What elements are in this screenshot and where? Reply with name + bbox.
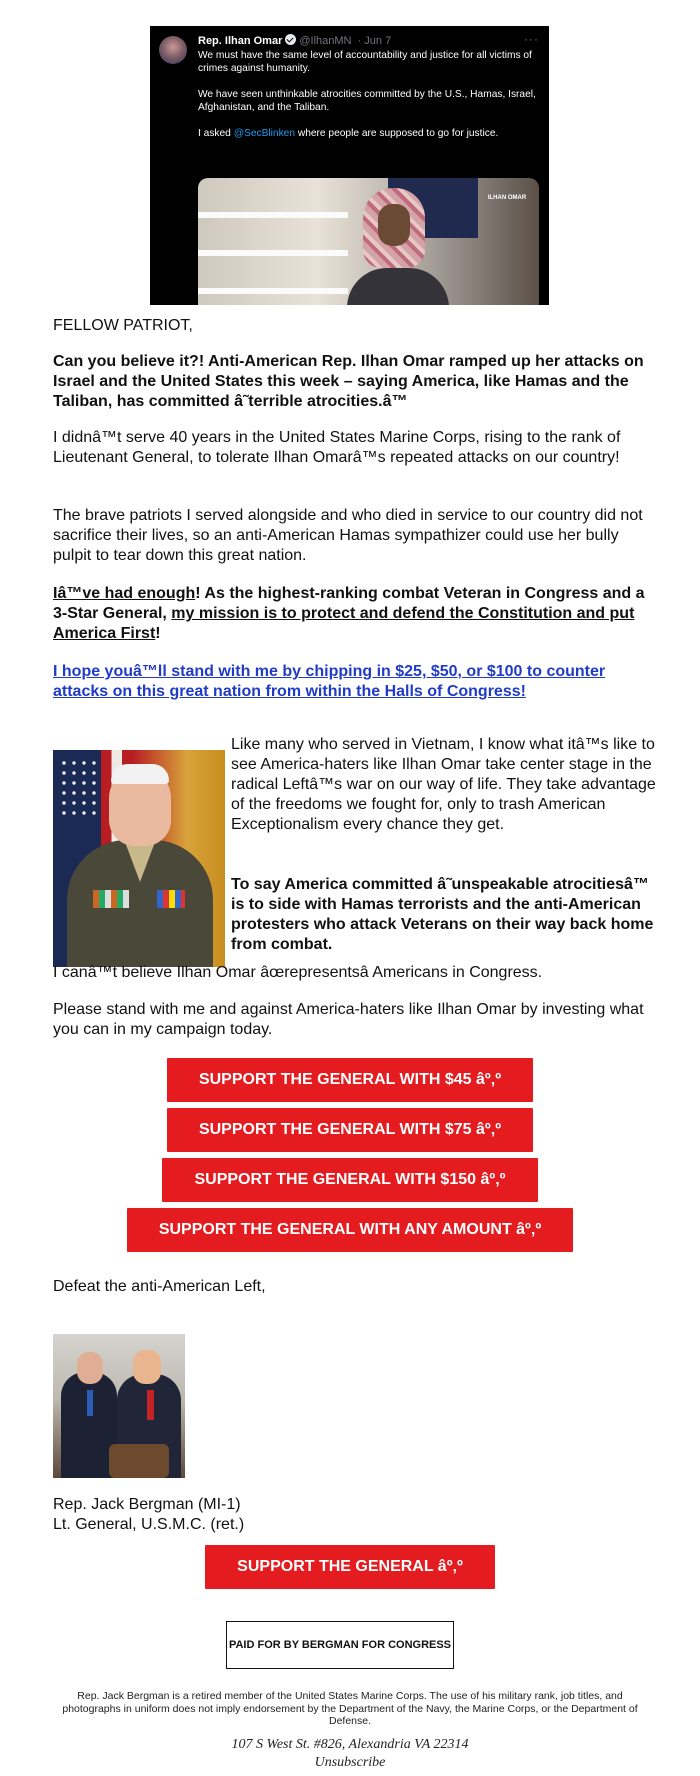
general-portrait	[53, 750, 225, 967]
greeting: FELLOW PATRIOT,	[53, 317, 193, 334]
tweet-handle: @IlhanMN	[299, 35, 352, 47]
shelf	[198, 250, 348, 256]
paragraph-4-text-b: ! As the highest-ranking combat Veteran in Congress and a 3-Star General,	[53, 585, 645, 622]
paragraph-9: Please stand with me and against America-haters like Ilhan Omar by investing what you can in my campaign today.	[53, 1001, 644, 1038]
signature-name: Rep. Jack Bergman (MI-1)	[53, 1496, 241, 1513]
tweet-line-2: We have seen unthinkable atrocities committed by the U.S., Hamas, Israel, Afghanistan, and the Taliban.	[198, 89, 536, 113]
paragraph-4-underlined-c: my mission is to protect and defend the Constitution and put America First	[53, 605, 635, 642]
paragraph-7: To say America committed â˜unspeakable atrocitiesâ™ is to side with Hamas terrorists and the anti-American protesters who attack Veterans on their way back home from combat.	[231, 876, 654, 953]
tweet-line-1: We must have the same level of accountability and justice for all victims of crimes against humanity.	[198, 50, 532, 74]
speaker-face	[378, 204, 410, 246]
tie	[87, 1390, 93, 1416]
medals	[93, 890, 129, 908]
support-any-amount-button[interactable]: SUPPORT THE GENERAL WITH ANY AMOUNT âº‚º	[127, 1208, 573, 1252]
paragraph-4-underlined-a: Iâ™ve had enough	[53, 585, 196, 602]
person-1-head	[77, 1352, 103, 1384]
flag-stars	[59, 758, 99, 818]
unsubscribe-link[interactable]: Unsubscribe	[314, 1755, 386, 1770]
paragraph-4-text-d: !	[155, 625, 161, 642]
more-options-icon: ···	[524, 32, 539, 46]
hair	[111, 764, 169, 784]
shelf	[198, 212, 348, 218]
paragraph-4	[53, 584, 658, 644]
support-75-button[interactable]: SUPPORT THE GENERAL WITH $75 âº‚º	[167, 1108, 533, 1152]
signature-title: Lt. General, U.S.M.C. (ret.)	[53, 1516, 245, 1533]
tweet-text	[198, 49, 538, 153]
tweet-line-3-post: where people are supposed to go for justice.	[295, 128, 499, 139]
tie	[147, 1390, 154, 1420]
tweet-line-3-pre: I asked	[198, 128, 234, 139]
paragraph-3: The brave patriots I served alongside and who died in service to our country did not sacrifice their lives, so an anti-American Hamas sympathizer could use her bully pulpit to tear down this great nation.	[53, 507, 643, 564]
tweet-header	[198, 34, 391, 47]
mailing-address: 107 S West St. #826, Alexandria VA 22314	[231, 1737, 469, 1752]
person-2-head	[133, 1350, 161, 1384]
paragraph-6: Like many who served in Vietnam, I know what itâ™s like to see America-haters like Ilhan Omar take center stage in the radical Leftâ™s war on our way of life. They take advantage of the freedoms we fought for, only to trash American Exceptionalism every chance they get.	[231, 736, 656, 833]
speaker-figure	[353, 188, 443, 305]
signoff: Defeat the anti-American Left,	[53, 1278, 266, 1295]
tweet-screenshot[interactable]	[150, 26, 549, 305]
paid-for-box: PAID FOR BY BERGMAN FOR CONGRESS	[226, 1621, 454, 1669]
bergman-trump-photo	[53, 1334, 185, 1478]
tweet-date: · Jun 7	[357, 35, 392, 47]
shelf	[198, 288, 348, 294]
donate-link[interactable]: I hope youâ™ll stand with me by chipping in $25, $50, or $100 to counter attacks on this great nation from within the Halls of Congress!	[53, 663, 606, 700]
tweet-avatar	[159, 36, 187, 64]
video-logo: ILHAN OMAR	[487, 195, 527, 201]
disclaimer: Rep. Jack Bergman is a retired member of the United States Marine Corps. The use of his military rank, job titles, and photographs in uniform does not imply endorsement by the Department of the Navy, the Marine Corps, or the Department of Defense.	[62, 1690, 638, 1727]
support-general-button[interactable]: SUPPORT THE GENERAL âº‚º	[205, 1545, 495, 1589]
tweet-line-3	[198, 127, 538, 140]
support-150-button[interactable]: SUPPORT THE GENERAL WITH $150 âº‚º	[162, 1158, 538, 1202]
paragraph-1: Can you believe it?! Anti-American Rep. Ilhan Omar ramped up her attacks on Israel and the United States this week – saying America, like Hamas and the Taliban, has committed â˜terrible atrocities.â™	[53, 353, 644, 410]
chair	[109, 1444, 169, 1478]
tweet-mention: @SecBlinken	[233, 128, 295, 139]
donate-link-paragraph	[53, 662, 658, 702]
speaker-shoulders	[347, 268, 449, 305]
verified-badge-icon	[285, 34, 296, 45]
tweet-author: Rep. Ilhan Omar	[198, 35, 283, 47]
support-45-button[interactable]: SUPPORT THE GENERAL WITH $45 âº‚º	[167, 1058, 533, 1102]
tweet-video-thumbnail	[198, 178, 539, 305]
paragraph-2: I didnâ™t serve 40 years in the United States Marine Corps, rising to the rank of Lieutenant General, to tolerate Ilhan Omarâ™s repeated attacks on our country!	[53, 429, 621, 466]
medals	[157, 890, 185, 908]
paragraph-8: I canâ™t believe Ilhan Omar âœrepresentsâ Americans in Congress.	[53, 964, 543, 981]
